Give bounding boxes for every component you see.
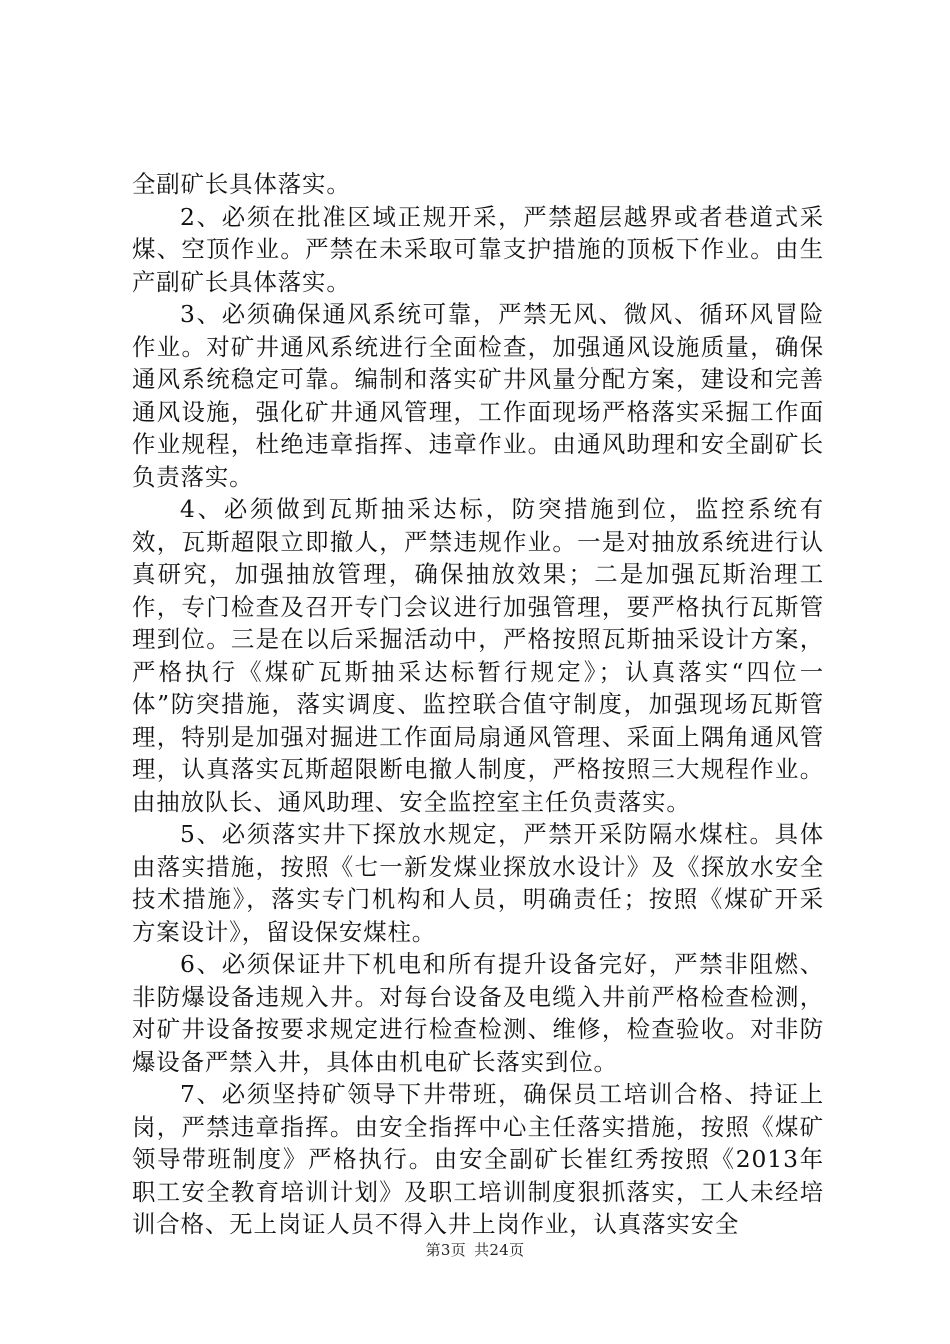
paragraph-item-6: 6、必须保证井下机电和所有提升设备完好，严禁非阻燃、非防爆设备违规入井。对每台设备及电缆入井前严格检查检测，对矿井设备按要求规定进行检查检测、维修，检查验收。对非防爆设备严禁入井，具体由机电矿长落实到位。	[132, 950, 824, 1076]
document-body	[132, 168, 824, 1241]
paragraph-item-2: 2、必须在批准区域正规开采，严禁超层越界或者巷道式采煤、空顶作业。严禁在未采取可靠支护措施的顶板下作业。由生产副矿长具体落实。	[132, 202, 824, 296]
paragraph-item-3: 3、必须确保通风系统可靠，严禁无风、微风、循环风冒险作业。对矿井通风系统进行全面检查，加强通风设施质量，确保通风系统稳定可靠。编制和落实矿井风量分配方案，建设和完善通风设施，强化矿井通风管理，工作面现场严格落实采掘工作面作业规程，杜绝违章指挥、违章作业。由通风助理和安全副矿长负责落实。	[132, 300, 824, 491]
page-total: 共24页	[474, 1241, 525, 1259]
paragraph-item-4: 4、必须做到瓦斯抽采达标，防突措施到位，监控系统有效，瓦斯超限立即撤人，严禁违规作业。一是对抽放系统进行认真研究，加强抽放管理，确保抽放效果；二是加强瓦斯治理工作，专门检查及召开专门会议进行加强管理，要严格执行瓦斯管理到位。三是在以后采掘活动中，严格按照瓦斯抽采设计方案，严格执行《煤矿瓦斯抽采达标暂行规定》；认真落实“四位一体”防突措施，落实调度、监控联合值守制度，加强现场瓦斯管理，特别是加强对掘进工作面局扇通风管理、采面上隅角通风管理，认真落实瓦斯超限断电撤人制度，严格按照三大规程作业。由抽放队长、通风助理、安全监控室主任负责落实。	[132, 495, 824, 816]
page-number: 第3页	[425, 1241, 467, 1259]
paragraph-item-5: 5、必须落实井下探放水规定，严禁开采防隔水煤柱。具体由落实措施，按照《七一新发煤业探放水设计》及《探放水安全技术措施》，落实专门机构和人员，明确责任；按照《煤矿开采方案设计》，留设保安煤柱。	[132, 820, 824, 946]
page-footer	[0, 1240, 950, 1260]
paragraph-continuation: 全副矿长具体落实。	[132, 170, 351, 198]
paragraph-item-7: 7、必须坚持矿领导下井带班，确保员工培训合格、持证上岗，严禁违章指挥。由安全指挥中心主任落实措施，按照《煤矿领导带班制度》严格执行。由安全副矿长崔红秀按照《2013年职工安全教育培训计划》及职工培训制度狠抓落实，工人未经培训合格、无上岗证人员不得入井上岗作业，认真落实安全	[132, 1080, 824, 1238]
